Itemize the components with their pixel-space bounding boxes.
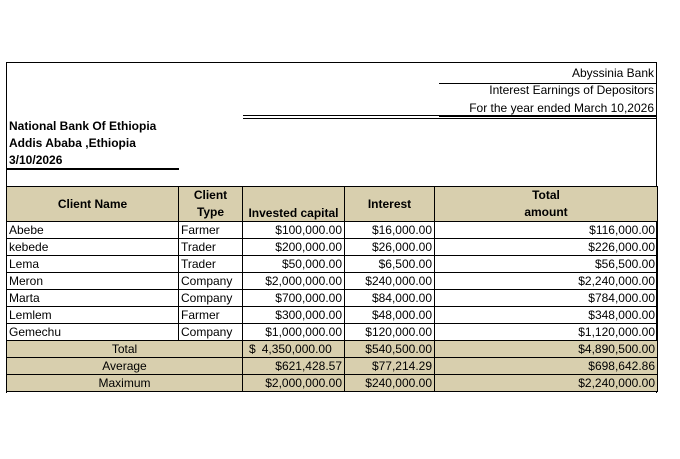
cell-interest: $120,000.00 (345, 324, 435, 341)
summary-total-amount: $698,642.86 (435, 358, 658, 375)
table-header-row (7, 187, 658, 222)
col-client-type (179, 187, 243, 222)
cell-invested-capital: $700,000.00 (243, 290, 345, 307)
summary-row (7, 375, 658, 392)
earnings-table (6, 186, 658, 392)
section-divider (243, 115, 656, 116)
cell-client-name: Lema (7, 256, 179, 273)
cell-client-name: Marta (7, 290, 179, 307)
cell-invested-capital: $200,000.00 (243, 239, 345, 256)
report-period: For the year ended March 10,2026 (469, 101, 654, 115)
cell-total-amount: $226,000.00 (435, 239, 658, 256)
cell-client-type: Company (179, 273, 243, 290)
summary-row (7, 341, 658, 358)
section-divider (243, 118, 656, 119)
cell-invested-capital: $300,000.00 (243, 307, 345, 324)
cell-total-amount: $348,000.00 (435, 307, 658, 324)
cell-total-amount: $784,000.00 (435, 290, 658, 307)
cell-interest: $26,000.00 (345, 239, 435, 256)
cell-client-type: Trader (179, 239, 243, 256)
col-total-amount (435, 187, 658, 222)
bank-name: Abyssinia Bank (571, 66, 654, 80)
col-total-line2: amount (524, 205, 568, 219)
cell-invested-capital: $100,000.00 (243, 222, 345, 239)
cell-interest: $16,000.00 (345, 222, 435, 239)
cell-interest: $240,000.00 (345, 273, 435, 290)
summary-total-amount: $2,240,000.00 (435, 375, 658, 392)
cell-client-type: Farmer (179, 222, 243, 239)
cell-interest: $6,500.00 (345, 256, 435, 273)
summary-interest: $240,000.00 (345, 375, 435, 392)
summary-invested-capital (243, 341, 345, 358)
summary-interest: $77,214.29 (345, 358, 435, 375)
report-title: Interest Earnings of Depositors (489, 83, 654, 97)
summary-label: Average (7, 358, 243, 375)
cell-interest: $48,000.00 (345, 307, 435, 324)
cell-total-amount: $56,500.00 (435, 256, 658, 273)
summary-capital-value: 4,350,000.00 (261, 342, 332, 356)
col-client-type-line2: Type (196, 205, 225, 219)
cell-invested-capital: $50,000.00 (243, 256, 345, 273)
cell-total-amount: $2,240,000.00 (435, 273, 658, 290)
summary-invested-capital: $2,000,000.00 (243, 375, 345, 392)
cell-interest: $84,000.00 (345, 290, 435, 307)
institution-address: Addis Ababa ,Ethiopia (9, 136, 136, 150)
header-divider (439, 116, 656, 117)
date-underline (7, 168, 179, 170)
summary-interest: $540,500.00 (345, 341, 435, 358)
institution-name: National Bank Of Ethiopia (9, 119, 157, 133)
col-invested-capital: Invested capital (243, 187, 345, 222)
summary-total-amount: $4,890,500.00 (435, 341, 658, 358)
cell-invested-capital: $2,000,000.00 (243, 273, 345, 290)
table-row (7, 222, 658, 239)
summary-label: Total (7, 341, 243, 358)
cell-total-amount: $116,000.00 (435, 222, 658, 239)
cell-client-name: Meron (7, 273, 179, 290)
cell-client-name: kebede (7, 239, 179, 256)
col-client-name: Client Name (7, 187, 179, 222)
col-interest: Interest (345, 187, 435, 222)
cell-client-name: Gemechu (7, 324, 179, 341)
table-row (7, 239, 658, 256)
cell-client-type: Company (179, 324, 243, 341)
cell-client-name: Abebe (7, 222, 179, 239)
col-client-type-line1: Client (193, 188, 228, 202)
cell-invested-capital: $1,000,000.00 (243, 324, 345, 341)
report-date: 3/10/2026 (9, 153, 63, 167)
table-row (7, 307, 658, 324)
cell-client-type: Trader (179, 256, 243, 273)
cell-total-amount: $1,120,000.00 (435, 324, 658, 341)
table-row (7, 273, 658, 290)
table-row (7, 324, 658, 341)
currency-symbol: $ (249, 342, 256, 356)
cell-client-name: Lemlem (7, 307, 179, 324)
table-row (7, 290, 658, 307)
institution-block (9, 118, 156, 169)
cell-client-type: Farmer (179, 307, 243, 324)
summary-invested-capital: $621,428.57 (243, 358, 345, 375)
col-total-line1: Total (532, 188, 560, 202)
spreadsheet-sheet (6, 62, 657, 393)
cell-client-type: Company (179, 290, 243, 307)
summary-label: Maximum (7, 375, 243, 392)
summary-row (7, 358, 658, 375)
table-row (7, 256, 658, 273)
